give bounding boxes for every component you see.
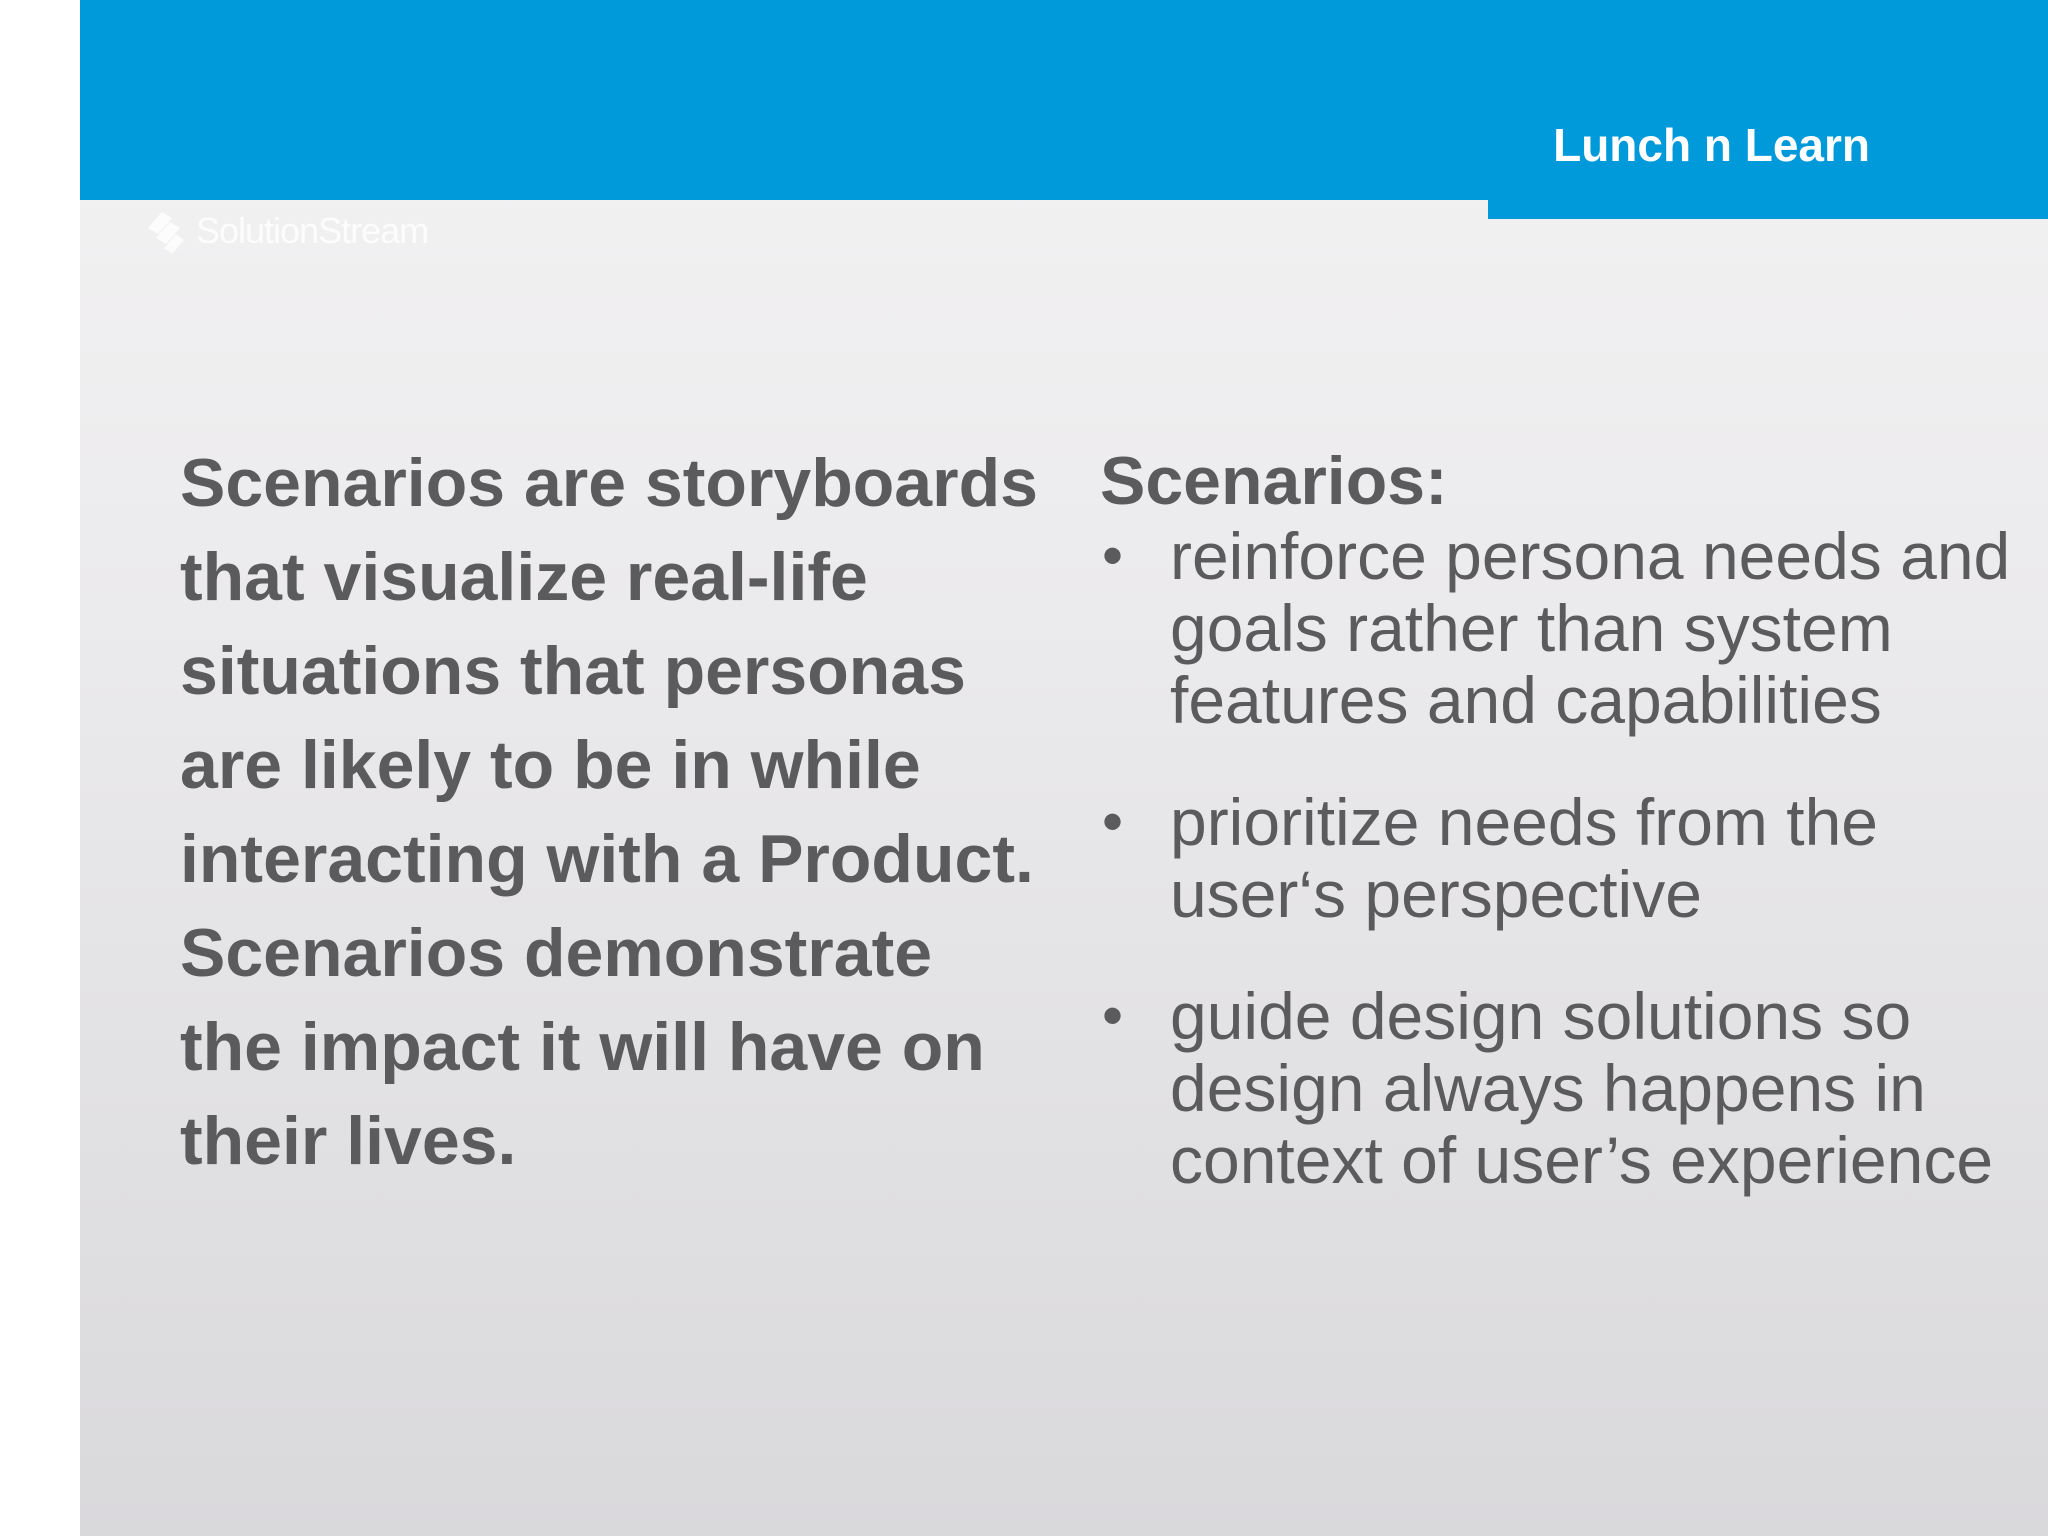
bullet-item bbox=[1100, 520, 2030, 736]
bullet-text: reinforce persona needs and goals rather than system features and capabilities bbox=[1170, 519, 2011, 737]
bullet-icon: • bbox=[1102, 982, 1124, 1049]
header-title: Lunch n Learn bbox=[1553, 119, 1870, 171]
scenarios-bullet-list bbox=[1100, 520, 2040, 1196]
logo-text: SolutionStream bbox=[196, 210, 429, 251]
bullet-icon: • bbox=[1102, 788, 1124, 855]
header-banner-tab bbox=[1488, 200, 2048, 219]
header-banner bbox=[80, 0, 2048, 200]
scenarios-column bbox=[1100, 442, 2040, 1246]
slide bbox=[80, 0, 2048, 1536]
bullet-text: prioritize needs from the user‘s perspective bbox=[1170, 785, 1878, 931]
bullet-item bbox=[1100, 980, 2030, 1196]
solutionstream-logo-icon bbox=[138, 204, 192, 258]
bullet-icon: • bbox=[1102, 522, 1124, 589]
scenarios-heading: Scenarios: bbox=[1100, 443, 1448, 519]
scenario-definition: Scenarios are storyboards that visualize real-life situations that personas are likely to be in while interacting with a Product. Scenarios demonstrate the impact it will have on their lives. bbox=[180, 445, 1038, 1179]
bullet-text: guide design solutions so design always happens in context of user’s experience bbox=[1170, 979, 1994, 1197]
bullet-item bbox=[1100, 786, 2030, 930]
company-logo bbox=[138, 204, 428, 258]
